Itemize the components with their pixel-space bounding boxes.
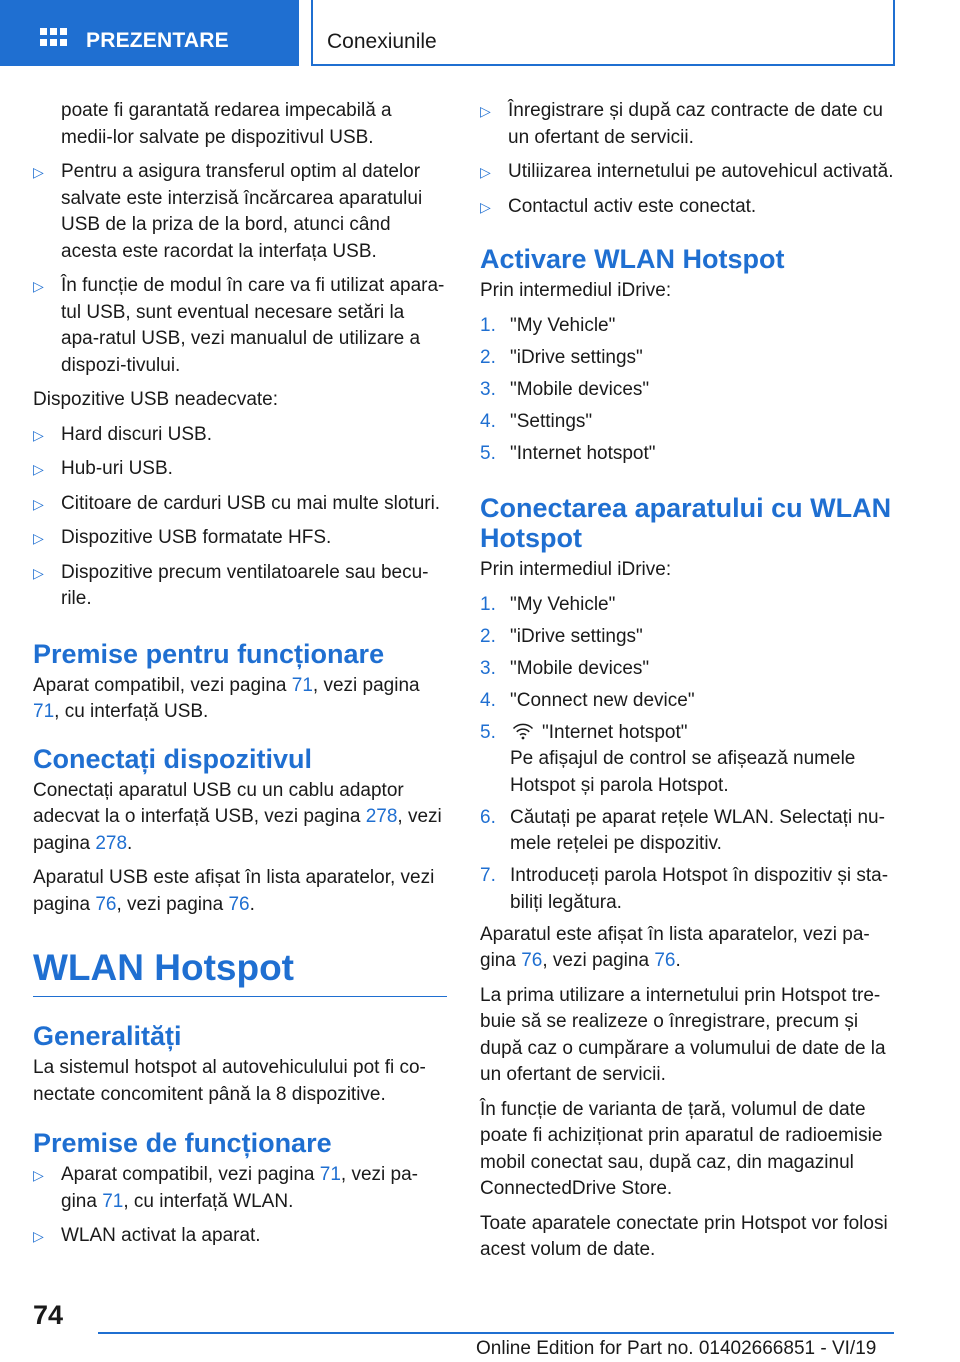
page-link[interactable]: 278 — [95, 832, 128, 854]
heading-conectarea-aparatului: Conectarea aparatului cu WLAN Hotspot — [480, 493, 892, 553]
heading-premise-de-functionare: Premise de funcționare — [33, 1128, 332, 1158]
tab-prezentare-label: PREZENTARE — [86, 29, 229, 52]
step-item: 5. "Internet hotspot" Pe afișajul de control se afișează numele Hotspot și parola Hotspot. — [480, 721, 856, 796]
paragraph-via-idrive: Prin intermediul iDrive: — [480, 280, 672, 301]
paragraph-device-list: Aparatul USB este afișat în lista aparatelor, vezi pagina 76, vezi pagina 76. — [33, 867, 435, 915]
list-item: ▷ WLAN activat la aparat. — [33, 1223, 447, 1250]
bullet-triangle-icon: ▷ — [480, 103, 491, 119]
heading-wlan-hotspot: WLAN Hotspot — [33, 946, 447, 997]
bullet-triangle-icon: ▷ — [480, 164, 491, 180]
step-item: 3. "Mobile devices" — [480, 378, 650, 400]
list-item: ▷ Dispozitive precum ventilatoarele sau becu-rile. — [33, 561, 429, 609]
bullet-triangle-icon: ▷ — [33, 461, 44, 477]
paragraph-continued: poate fi garantată redarea impecabilă a medii-lor salvate pe dispozitivul USB. — [61, 100, 392, 148]
step-item: 1. "My Vehicle" — [480, 314, 616, 336]
page-number: 74 — [33, 1300, 64, 1330]
activate-steps-list — [480, 313, 894, 468]
heading-activare-wlan-hotspot: Activare WLAN Hotspot — [480, 244, 785, 274]
bullet-triangle-icon: ▷ — [33, 1167, 44, 1183]
list-item: ▷ În funcție de modul în care va fi utilizat apara-tul USB, sunt eventual necesare setări la apa-ratul USB, vezi manualul de utilizare a dispozi-tivului. — [33, 275, 445, 376]
paragraph-premise: Aparat compatibil, vezi pagina 71, vezi pagina 71, cu interfață USB. — [33, 674, 420, 722]
step-item: 6. Căutați pe aparat rețele WLAN. Selectați nu-mele rețelei pe dispozitiv. — [480, 806, 885, 854]
grid-icon — [40, 28, 68, 52]
bullet-triangle-icon: ▷ — [33, 1228, 44, 1244]
bullet-triangle-icon: ▷ — [33, 495, 44, 512]
bullet-triangle-icon: ▷ — [33, 278, 44, 294]
wifi-icon — [512, 722, 534, 740]
page-link[interactable]: 76 — [228, 893, 250, 915]
unsuitable-label: Dispozitive USB neadecvate: — [33, 389, 279, 410]
connect-steps-list — [480, 592, 894, 917]
usb-notes-list — [33, 159, 447, 379]
step-item: 2. "iDrive settings" — [480, 625, 643, 647]
paragraph-via-idrive: Prin intermediul iDrive: — [480, 559, 672, 580]
page-header — [0, 0, 960, 66]
left-column — [33, 98, 447, 1258]
bullet-triangle-icon: ▷ — [33, 164, 44, 180]
bullet-triangle-icon: ▷ — [33, 530, 44, 546]
heading-conectati-dispozitivul: Conectați dispozitivul — [33, 743, 313, 774]
paragraph-first-use: La prima utilizare a internetului prin Hotspot tre-buie să se realizeze o înregistrare, precum și după caz o cumpărare a volumului de date de la un ofertant de servicii. — [480, 984, 886, 1085]
wlan-requirements-list — [33, 1162, 447, 1250]
bullet-triangle-icon: ▷ — [33, 564, 44, 581]
bullet-triangle-icon: ▷ — [33, 426, 44, 443]
paragraph-all-devices: Toate aparatele conectate prin Hotspot vor folosi acest volum de date. — [480, 1212, 888, 1260]
tab-conexiunile-label: Conexiunile — [327, 30, 437, 53]
list-item: ▷ Aparat compatibil, vezi pagina 71, vezi pa-gina 71, cu interfață WLAN. — [33, 1164, 418, 1212]
step-item: 7. Introduceți parola Hotspot în dispozitiv și sta-biliți legătura. — [480, 865, 889, 913]
paragraph-country-variant: În funcție de varianta de țară, volumul de date poate fi achiziționat prin aparatul de radioemisie mobil conectat sau, după caz, din magazinul ConnectedDrive Store. — [480, 1098, 883, 1199]
page-link[interactable]: 278 — [365, 806, 398, 827]
unsuitable-devices-list — [33, 422, 447, 613]
heading-generalitati: Generalități — [33, 1021, 182, 1051]
list-item: ▷ Dispozitive USB formatate HFS. — [33, 525, 447, 552]
paragraph-general: La sistemul hotspot al autovehiculului pot fi co-nectate concomitent până la 8 dispozitive. — [33, 1057, 426, 1105]
step-item: 4. "Settings" — [480, 410, 593, 432]
page-link[interactable]: 76 — [521, 950, 543, 971]
paragraph-device-list: Aparatul este afișat în lista aparatelor, vezi pa-gina 76, vezi pagina 76. — [480, 923, 870, 971]
list-item: ▷ Cititoare de carduri USB cu mai multe sloturi. — [33, 491, 447, 518]
list-item: ▷ Hub-uri USB. — [33, 456, 447, 483]
heading-premise-pentru-functionare: Premise pentru funcționare — [33, 638, 385, 669]
page-link[interactable]: 71 — [319, 1164, 341, 1185]
tab-prezentare[interactable] — [0, 0, 299, 66]
tab-conexiunile[interactable] — [311, 0, 895, 66]
page-link[interactable]: 71 — [291, 674, 313, 696]
hotspot-requirements-list — [480, 98, 894, 220]
page-link[interactable]: 71 — [33, 701, 55, 722]
list-item: ▷ Înregistrare și după caz contracte de date cu un ofertant de servicii. — [480, 100, 883, 148]
paragraph-connect: Conectați aparatul USB cu un cablu adaptor adecvat la o interfață USB, vezi pagina 278, vezi pagina 278. — [33, 779, 442, 854]
step-item: 4. "Connect new device" — [480, 689, 695, 711]
footer-edition: Online Edition for Part no. 01402666851 - VI/19 — [476, 1338, 877, 1359]
page-link[interactable]: 71 — [102, 1190, 124, 1212]
footer-divider — [98, 1332, 894, 1334]
page-link[interactable]: 76 — [654, 950, 676, 971]
list-item: ▷ Pentru a asigura transferul optim al datelor salvate este interzisă încărcarea aparatului USB de la priza de la bord, atunci când acesta este racordat la interfața USB. — [33, 161, 423, 262]
step-item: 1. "My Vehicle" — [480, 593, 616, 615]
step-item: 3. "Mobile devices" — [480, 657, 650, 679]
list-item: ▷ Contactul activ este conectat. — [480, 194, 894, 221]
right-column — [480, 98, 894, 1272]
step-item: 5. "Internet hotspot" — [480, 442, 656, 464]
bullet-triangle-icon: ▷ — [480, 198, 491, 215]
page-link[interactable]: 76 — [95, 893, 117, 915]
list-item: ▷ Hard discuri USB. — [33, 422, 447, 449]
step-item: 2. "iDrive settings" — [480, 346, 643, 368]
list-item: ▷ Utiliizarea internetului pe autovehicul activată. — [480, 159, 894, 186]
